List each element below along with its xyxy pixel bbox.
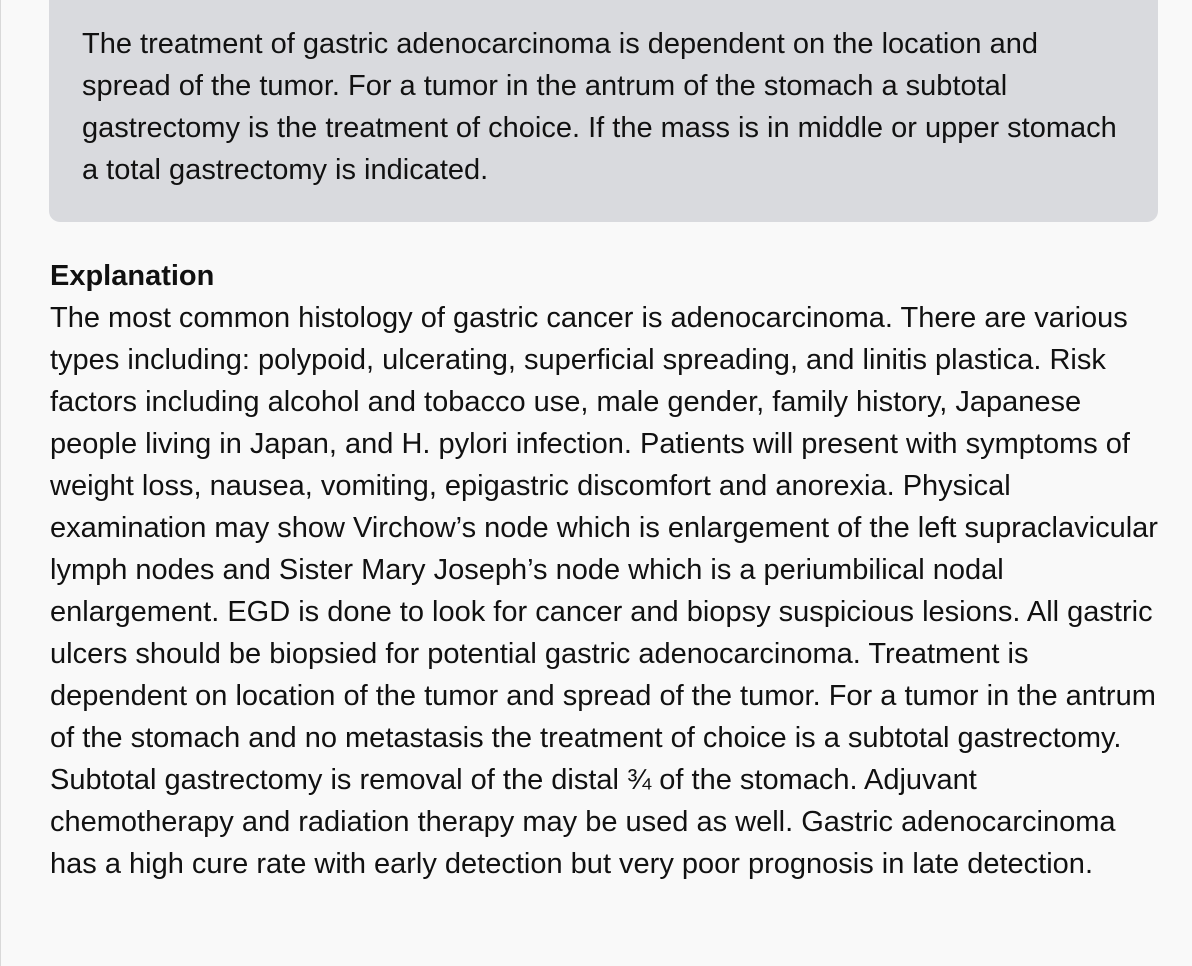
explanation-body: The most common histology of gastric cancer is adenocarcinoma. There are various types including: polypoid, ulcerating, superficial spreading, and linitis plastica. Risk factors including alcohol and tobacco use, male gender, family history, Japanese people living in Japan, and H. pylori infection. Patients will present with symptoms of weight loss, nausea, vomiting, epigastric discomfort and anorexia. Physical examination may show Virchow’s node which is enlargement of the left supraclavicular lymph nodes and Sister Mary Joseph’s node which is a periumbilical nodal enlargement. EGD is done to look for cancer and biopsy suspicious lesions. All gastric ulcers should be biopsied for potential gastric adenocarcinoma. Treatment is dependent on location of the tumor and spread of the tumor. For a tumor in the antrum of the stomach and no metastasis the treatment of choice is a subtotal gastrectomy. Subtotal gastrectomy is removal of the distal ¾ of the stomach. Adjuvant chemotherapy and radiation therapy may be used as well. Gastric adenocarcinoma has a high cure rate with early detection but very poor prognosis in late detection. — [50, 302, 1158, 880]
explanation-heading: Explanation — [50, 260, 215, 292]
answer-box — [49, 0, 1158, 222]
explanation-section — [50, 255, 1170, 885]
answer-text: The treatment of gastric adenocarcinoma is dependent on the location and spread of the tumor. For a tumor in the antrum of the stomach a subtotal gastrectomy is the treatment of choice. If the mass is in middle or upper stomach a total gastrectomy is indicated. — [82, 28, 1117, 186]
left-divider — [0, 0, 1, 966]
